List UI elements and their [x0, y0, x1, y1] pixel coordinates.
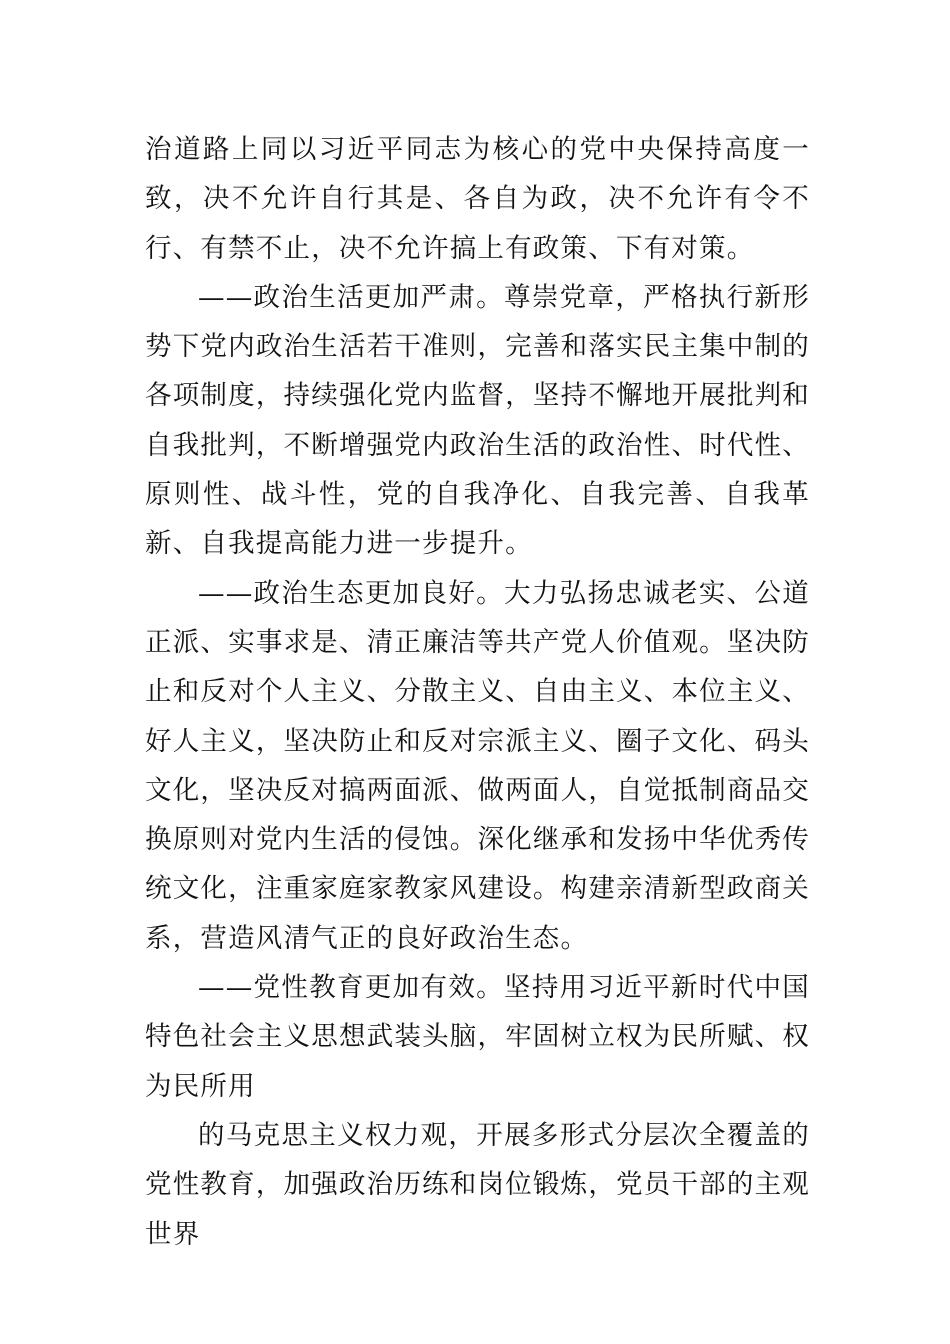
paragraph-party-education: ——党性教育更加有效。坚持用习近平新时代中国特色社会主义思想武装头脑，牢固树立权为民所赋、权为民所用	[145, 972, 810, 1102]
document-body	[145, 125, 810, 1259]
paragraph-political-life: ——政治生活更加严肃。尊崇党章，严格执行新形势下党内政治生活若干准则，完善和落实民主集中制的各项制度，持续强化党内监督，坚持不懈地开展批判和自我批判，不断增强党内政治生活的政治性、时代性、原则性、战斗性，党的自我净化、自我完善、自我革新、自我提高能力进一步提升。	[145, 281, 810, 560]
paragraph-continuation: 治道路上同以习近平同志为核心的党中央保持高度一致，决不允许自行其是、各自为政，决不允许有令不行、有禁不止，决不允许搞上有政策、下有对策。	[145, 134, 810, 264]
paragraph-political-ecology: ——政治生态更加良好。大力弘扬忠诚老实、公道正派、实事求是、清正廉洁等共产党人价值观。坚决防止和反对个人主义、分散主义、自由主义、本位主义、好人主义，坚决防止和反对宗派主义、圈子文化、码头文化，坚决反对搞两面派、做两面人，自觉抵制商品交换原则对党内生活的侵蚀。深化继承和发扬中华优秀传统文化，注重家庭家教家风建设。构建亲清新型政商关系，营造风清气正的良好政治生态。	[145, 577, 810, 954]
paragraph-power-view: 的马克思主义权力观，开展多形式分层次全覆盖的党性教育，加强政治历练和岗位锻炼，党员干部的主观世界	[145, 1119, 810, 1250]
